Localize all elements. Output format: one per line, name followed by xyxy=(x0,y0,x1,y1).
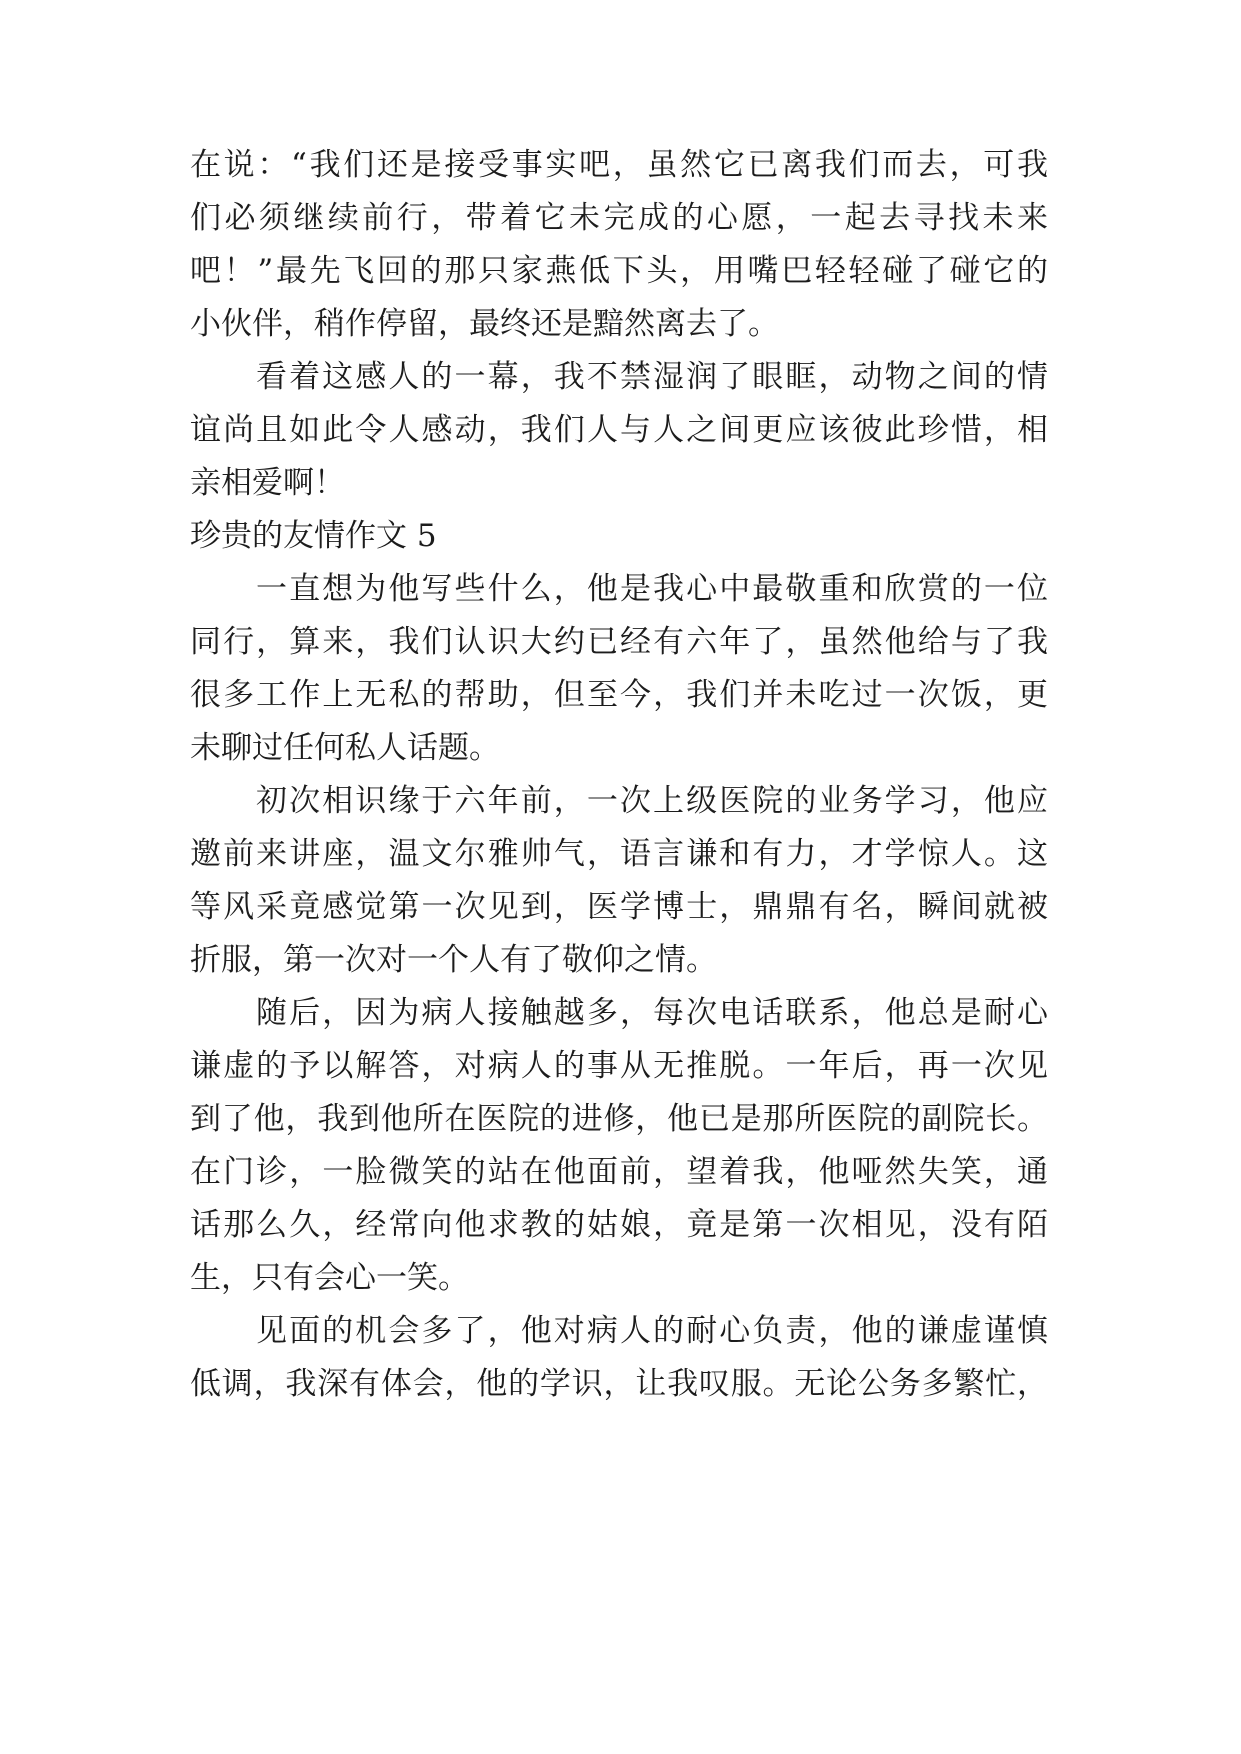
text-line: 们必须继续前行，带着它未完成的心愿，一起去寻找未来 xyxy=(190,200,1048,236)
text-line: 小伙伴，稍作停留，最终还是黯然离去了。 xyxy=(190,306,779,342)
paragraph xyxy=(190,987,1048,1305)
text-line: 亲相爱啊！ xyxy=(190,465,345,501)
text-line: 吧！”最先飞回的那只家燕低下头，用嘴巴轻轻碰了碰它的 xyxy=(190,253,1048,289)
section-title: 珍贵的友情作文 5 xyxy=(190,518,437,554)
text-line: 谊尚且如此令人感动，我们人与人之间更应该彼此珍惜，相 xyxy=(190,412,1048,448)
paragraph xyxy=(190,775,1048,987)
text-line: 话那么久，经常向他求教的姑娘，竟是第一次相见，没有陌 xyxy=(190,1207,1048,1243)
text-line: 生，只有会心一笑。 xyxy=(190,1260,469,1296)
text-line: 见面的机会多了，他对病人的耐心负责，他的谦虚谨慎 xyxy=(256,1313,1048,1349)
text-line: 谦虚的予以解答，对病人的事从无推脱。一年后，再一次见 xyxy=(190,1048,1048,1084)
paragraph xyxy=(190,563,1048,775)
paragraph xyxy=(190,351,1048,510)
text-line: 在门诊，一脸微笑的站在他面前，望着我，他哑然失笑，通 xyxy=(190,1154,1048,1190)
text-line: 随后，因为病人接触越多，每次电话联系，他总是耐心 xyxy=(256,995,1048,1031)
text-line: 低调，我深有体会，他的学识，让我叹服。无论公务多繁忙， xyxy=(190,1366,1048,1402)
document-body xyxy=(190,139,1048,1411)
text-line: 一直想为他写些什么，他是我心中最敬重和欣赏的一位 xyxy=(256,571,1048,607)
text-line: 未聊过任何私人话题。 xyxy=(190,730,500,766)
text-line: 折服，第一次对一个人有了敬仰之情。 xyxy=(190,942,717,978)
text-line: 等风采竟感觉第一次见到，医学博士，鼎鼎有名，瞬间就被 xyxy=(190,889,1048,925)
paragraph xyxy=(190,1305,1048,1411)
text-line: 在说：“我们还是接受事实吧，虽然它已离我们而去，可我 xyxy=(190,147,1048,183)
text-line: 看着这感人的一幕，我不禁湿润了眼眶，动物之间的情 xyxy=(256,359,1048,395)
text-line: 邀前来讲座，温文尔雅帅气，语言谦和有力，才学惊人。这 xyxy=(190,836,1048,872)
text-line: 很多工作上无私的帮助，但至今，我们并未吃过一次饭，更 xyxy=(190,677,1048,713)
text-line: 同行，算来，我们认识大约已经有六年了，虽然他给与了我 xyxy=(190,624,1048,660)
text-line: 初次相识缘于六年前，一次上级医院的业务学习，他应 xyxy=(256,783,1048,819)
paragraph xyxy=(190,139,1048,351)
text-line: 到了他，我到他所在医院的进修，他已是那所医院的副院长。 xyxy=(190,1101,1048,1137)
